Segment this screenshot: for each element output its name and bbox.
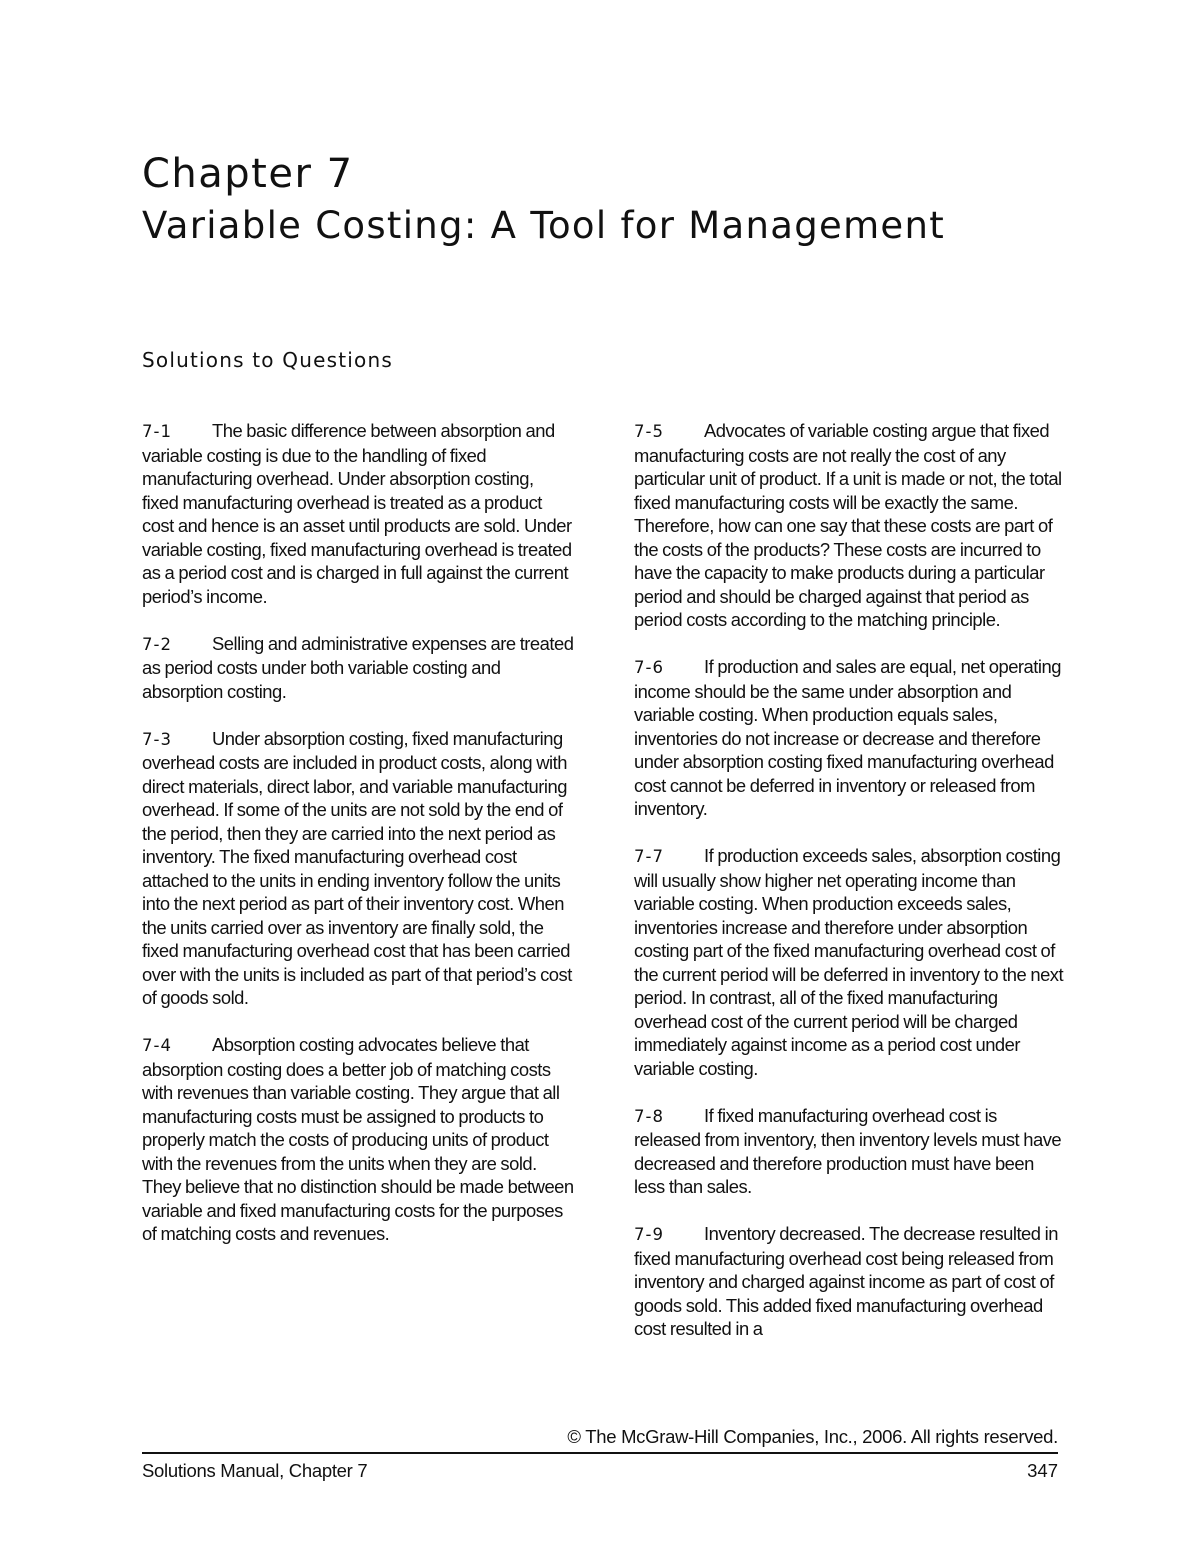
copyright-notice: © The McGraw-Hill Companies, Inc., 2006. All rights reserved. [567, 1426, 1058, 1447]
section-heading: Solutions to Questions [142, 348, 393, 372]
question-number: 7-2 [142, 634, 172, 654]
answer-text: If production and sales are equal, net operating income should be the same under absorption and variable costing. When production equals sales, inventories do not increase or decrease and therefore under absorption costing fixed manufacturing overhead cost cannot be deferred in inventory or released from inventory. [634, 656, 1061, 819]
question-number: 7-7 [634, 847, 664, 866]
answer-text: If fixed manufacturing overhead cost is released from inventory, then inventory levels must have decreased and therefore production must have been less than sales. [634, 1104, 1062, 1197]
question-answer-7-7 [634, 844, 1066, 1080]
question-number: 7-9 [634, 1225, 664, 1244]
question-number: 7-8 [634, 1106, 664, 1126]
left-column [142, 419, 574, 1269]
question-number: 7-5 [634, 422, 664, 441]
question-number: 7-1 [142, 422, 172, 441]
question-answer-7-6 [634, 655, 1066, 821]
answer-text: If production exceeds sales, absorption costing will usually show higher net operating income than variable costing. When production exceeds sales, inventories increase and therefore under absorption costing part of the fixed manufacturing overhead cost of the current period will be deferred in inventory to the next period. In contrast, all of the fixed manufacturing overhead cost of the current period will be charged immediately against income as a period cost under variable costing. [634, 845, 1064, 1079]
page-number: 347 [1027, 1460, 1058, 1481]
question-answer-7-8 [634, 1104, 1066, 1199]
answer-text: Absorption costing advocates believe that absorption costing does a better job of matching costs with revenues than variable costing. They argue that all manufacturing costs must be assigned to products to properly match the costs of producing units of product with the revenues from the units when they are sold. They believe that no distinction should be made between variable and fixed manufacturing costs for the purposes of matching costs and revenues. [142, 1034, 574, 1244]
chapter-number: Chapter 7 [142, 151, 354, 197]
question-answer-7-1 [142, 419, 574, 608]
question-number: 7-3 [142, 729, 172, 749]
question-number: 7-6 [634, 658, 664, 677]
footer-running-title: Solutions Manual, Chapter 7 [142, 1460, 368, 1481]
answer-text: Under absorption costing, fixed manufacturing overhead costs are included in product costs, along with direct materials, direct labor, and variable manufacturing overhead. If some of the units are not sold by the end of the period, then they are carried into the next period as inventory. The fixed manufacturing overhead cost attached to the units in ending inventory follow the units into the next period as part of their inventory cost. When the units carried over as inventory are finally sold, the fixed manufacturing overhead cost that has been carried over with the units is included as part of that period’s cost of goods sold. [142, 727, 572, 1008]
answer-text: The basic difference between absorption and variable costing is due to the handling of fixed manufacturing overhead. Under absorption costing, fixed manufacturing overhead is treated as a product cost and hence is an asset until products are sold. Under variable costing, fixed manufacturing overhead is treated as a period cost and is charged in full against the current period’s income. [142, 420, 572, 607]
question-answer-7-2 [142, 632, 574, 704]
question-number: 7-4 [142, 1036, 172, 1055]
answer-text: Inventory decreased. The decrease resulted in fixed manufacturing overhead cost being released from inventory and charged against income as part of cost of goods sold. This added fixed manufacturing overhead cost resulted in a [634, 1223, 1058, 1339]
chapter-title: Variable Costing: A Tool for Management [142, 204, 946, 247]
answer-text: Advocates of variable costing argue that fixed manufacturing costs are not really the cost of any particular unit of product. If a unit is made or not, the total fixed manufacturing costs will be exactly the same. Therefore, how can one say that these costs are part of the costs of the products? These costs are incurred to have the capacity to make products during a particular period and should be charged against that period as period costs according to the matching principle. [634, 420, 1062, 630]
question-answer-7-9 [634, 1222, 1066, 1341]
answer-text: Selling and administrative expenses are treated as period costs under both variable costing and absorption costing. [142, 632, 574, 702]
right-column [634, 419, 1066, 1364]
question-answer-7-4 [142, 1033, 574, 1246]
question-answer-7-3 [142, 727, 574, 1010]
question-answer-7-5 [634, 419, 1066, 632]
footer-divider [142, 1452, 1058, 1454]
